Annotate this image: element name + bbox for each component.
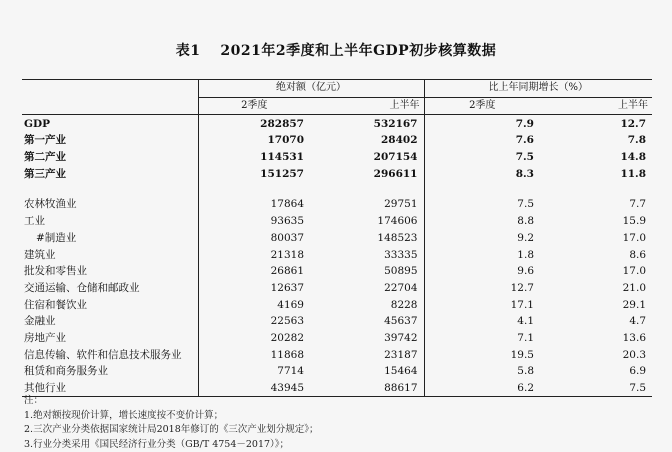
row-label: 房地产业 xyxy=(22,330,198,347)
cell-value: 22563 xyxy=(198,313,310,330)
table-row xyxy=(22,296,652,313)
cell-value: 7.5 xyxy=(424,149,540,166)
cell-value: 9.2 xyxy=(424,230,540,247)
cell-value: 43945 xyxy=(198,380,310,397)
cell-value: 7.1 xyxy=(424,330,540,347)
header-growth-rate: 比上年同期增长（%） xyxy=(424,80,652,98)
cell-value: 15.9 xyxy=(540,213,652,230)
cell-value: 14.8 xyxy=(540,149,652,166)
row-label: 批发和零售业 xyxy=(22,263,198,280)
cell-value: 39742 xyxy=(310,330,424,347)
cell-value: 4169 xyxy=(198,296,310,313)
row-label: 工业 xyxy=(22,213,198,230)
header-h1: 上半年 xyxy=(310,97,424,115)
table-row xyxy=(22,132,652,149)
note-item: 3.行业分类采用《国民经济行业分类（GB/T 4754－2017）》； xyxy=(24,438,654,452)
table-row xyxy=(22,363,652,380)
cell-value: 9.6 xyxy=(424,263,540,280)
cell-value: 174606 xyxy=(310,213,424,230)
spacer-cell xyxy=(310,182,424,196)
cell-value: 26861 xyxy=(198,263,310,280)
cell-value: 29.1 xyxy=(540,296,652,313)
cell-value: 532167 xyxy=(310,115,424,132)
cell-value: 12.7 xyxy=(540,115,652,132)
cell-value: 21318 xyxy=(198,246,310,263)
row-label: 第三产业 xyxy=(22,165,198,182)
cell-value: 21.0 xyxy=(540,280,652,297)
cell-value: 7.8 xyxy=(540,132,652,149)
cell-value: 207154 xyxy=(310,149,424,166)
cell-value: 28402 xyxy=(310,132,424,149)
cell-value: 20282 xyxy=(198,330,310,347)
cell-value: 5.8 xyxy=(424,363,540,380)
cell-value: 148523 xyxy=(310,230,424,247)
cell-value: 17.1 xyxy=(424,296,540,313)
cell-value: 23187 xyxy=(310,346,424,363)
note-item: 1.绝对额按现价计算，增长速度按不变价计算； xyxy=(24,409,654,424)
cell-value: 33335 xyxy=(310,246,424,263)
cell-value: 15464 xyxy=(310,363,424,380)
cell-value: 88617 xyxy=(310,380,424,397)
cell-value: 17.0 xyxy=(540,230,652,247)
notes-heading: 注： xyxy=(24,394,654,409)
spacer-cell xyxy=(198,182,310,196)
cell-value: 4.1 xyxy=(424,313,540,330)
note-item: 2.三次产业分类依据国家统计局2018年修订的《三次产业划分规定》； xyxy=(24,423,654,438)
table-row xyxy=(22,196,652,213)
cell-value: 12637 xyxy=(198,280,310,297)
row-label: 第一产业 xyxy=(22,132,198,149)
row-label: 农林牧渔业 xyxy=(22,196,198,213)
header-absolute-amount: 绝对额（亿元） xyxy=(198,80,424,98)
cell-value: 282857 xyxy=(198,115,310,132)
footnotes xyxy=(24,394,654,452)
row-label: 其他行业 xyxy=(22,380,198,397)
table-row xyxy=(22,263,652,280)
row-label: GDP xyxy=(22,115,198,132)
cell-value: 8228 xyxy=(310,296,424,313)
header-blank xyxy=(22,80,198,98)
cell-value: 1.8 xyxy=(424,246,540,263)
row-label: 信息传输、软件和信息技术服务业 xyxy=(22,346,198,363)
cell-value: 93635 xyxy=(198,213,310,230)
cell-value: 80037 xyxy=(198,230,310,247)
cell-value: 17864 xyxy=(198,196,310,213)
cell-value: 7714 xyxy=(198,363,310,380)
table-row xyxy=(22,213,652,230)
cell-value: 8.3 xyxy=(424,165,540,182)
table-row xyxy=(22,149,652,166)
row-label: 金融业 xyxy=(22,313,198,330)
spacer-row xyxy=(22,182,652,196)
row-label: 租赁和商务服务业 xyxy=(22,363,198,380)
row-label: 交通运输、仓储和邮政业 xyxy=(22,280,198,297)
cell-value: 296611 xyxy=(310,165,424,182)
table-row xyxy=(22,165,652,182)
cell-value: 114531 xyxy=(198,149,310,166)
cell-value: 45637 xyxy=(310,313,424,330)
table-row xyxy=(22,313,652,330)
cell-value: 7.6 xyxy=(424,132,540,149)
cell-value: 7.7 xyxy=(540,196,652,213)
cell-value: 7.5 xyxy=(540,380,652,397)
cell-value: 6.2 xyxy=(424,380,540,397)
cell-value: 151257 xyxy=(198,165,310,182)
row-label: 第二产业 xyxy=(22,149,198,166)
cell-value: 20.3 xyxy=(540,346,652,363)
cell-value: 50895 xyxy=(310,263,424,280)
row-label: #制造业 xyxy=(22,230,198,247)
cell-value: 8.6 xyxy=(540,246,652,263)
cell-value: 7.9 xyxy=(424,115,540,132)
cell-value: 29751 xyxy=(310,196,424,213)
cell-value: 13.6 xyxy=(540,330,652,347)
cell-value: 7.5 xyxy=(424,196,540,213)
cell-value: 17070 xyxy=(198,132,310,149)
cell-value: 22704 xyxy=(310,280,424,297)
cell-value: 11.8 xyxy=(540,165,652,182)
table-row xyxy=(22,230,652,247)
header-q2: 2季度 xyxy=(198,97,310,115)
spacer-cell xyxy=(22,182,198,196)
table-row xyxy=(22,115,652,132)
cell-value: 8.8 xyxy=(424,213,540,230)
cell-value: 6.9 xyxy=(540,363,652,380)
cell-value: 12.7 xyxy=(424,280,540,297)
table-row xyxy=(22,246,652,263)
table-row xyxy=(22,280,652,297)
table-title: 表1 2021年2季度和上半年GDP初步核算数据 xyxy=(0,40,672,60)
table-row xyxy=(22,330,652,347)
row-label: 住宿和餐饮业 xyxy=(22,296,198,313)
cell-value: 19.5 xyxy=(424,346,540,363)
row-label: 建筑业 xyxy=(22,246,198,263)
header-blank xyxy=(22,97,198,115)
table-row xyxy=(22,346,652,363)
header-q2: 2季度 xyxy=(424,97,540,115)
cell-value: 17.0 xyxy=(540,263,652,280)
spacer-cell xyxy=(424,182,540,196)
spacer-cell xyxy=(540,182,652,196)
cell-value: 11868 xyxy=(198,346,310,363)
gdp-table xyxy=(22,79,652,397)
cell-value: 4.7 xyxy=(540,313,652,330)
header-h1: 上半年 xyxy=(540,97,652,115)
